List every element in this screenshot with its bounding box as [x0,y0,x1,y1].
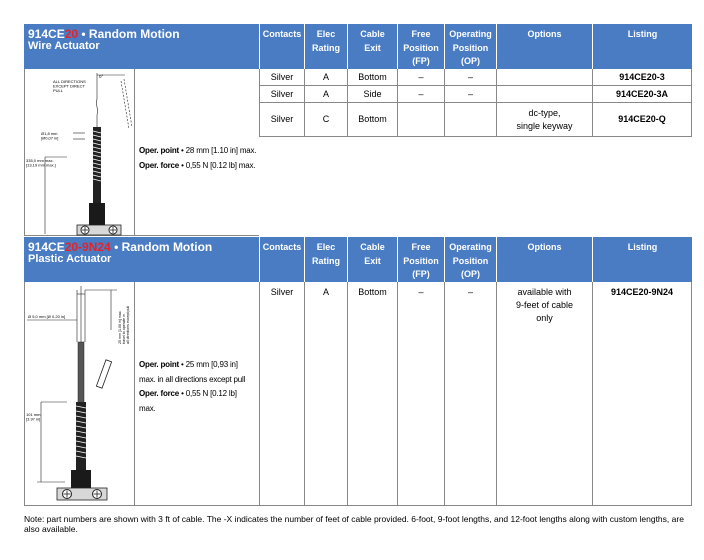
angle-label: 0° [99,74,104,79]
cell-options: dc-type, single keyway [496,103,592,136]
col-header-options: Options [496,24,592,69]
spec-text: Oper. point • 28 mm [1.10 in] max. Oper. force • 0,55 N [0.12 lb] max. [139,146,257,170]
wire-actuator-diagram [25,69,133,236]
section-plastic-actuator [24,237,692,507]
diameter-label: Ø1,8 mm [Ø0,07 in] [41,131,59,141]
height-label: 101 mm [3.97 in] [26,412,41,422]
col-header-elec-rating: Elec Rating [304,24,347,69]
cell-listing: 914CE20-3 [592,69,692,85]
col-header-contacts: Contacts [259,237,304,282]
table-row [259,103,692,137]
cell-free-position: – [397,86,444,102]
cell-contacts: Silver [259,86,304,102]
section-title: 914CE20 • Random Motion Wire Actuator [24,24,258,69]
spec-text: Oper. point • 25 mm [0,93 in] max. in all directions except pull Oper. force • 0,55 N [0.12 lb] max. [139,360,246,413]
col-header-operating-position: Operating Position (OP) [444,237,496,282]
diameter-label: Ø 5,0 mm [Ø 0.20 in] [28,314,66,319]
col-header-elec-rating: Elec Rating [304,237,347,282]
footnote: Note: part numbers are shown with 3 ft of cable. The -X indicates the number of feet of cable provided. 6-foot, 9-foot lengths, and 12-foot lengths along with custom lengths, are also available. [24,514,684,534]
cell-options [496,86,592,102]
plastic-actuator-diagram [25,282,133,506]
col-header-contacts: Contacts [259,24,304,69]
cell-options: available with 9-feet of cable only [496,282,592,505]
cell-cable-exit: Bottom [347,282,397,505]
cell-contacts: Silver [259,282,304,505]
cell-contacts: Silver [259,69,304,85]
cell-operating-position [444,103,496,136]
col-header-free-position: Free Position (FP) [397,237,444,282]
col-header-listing: Listing [592,237,692,282]
col-header-cable-exit: Cable Exit [347,237,397,282]
cell-cable-exit: Side [347,86,397,102]
cell-free-position [397,103,444,136]
cell-operating-position: – [444,86,496,102]
cell-listing: 914CE20-Q [592,103,692,136]
cell-elec-rating: A [304,69,347,85]
table-row [259,69,692,86]
cell-elec-rating: A [304,86,347,102]
col-header-free-position: Free Position (FP) [397,24,444,69]
cell-elec-rating: C [304,103,347,136]
height-label: 335,0 mm max. [13,19 mm max.] [26,158,56,168]
section-subtitle: Plastic Actuator [28,253,112,265]
col-header-cable-exit: Cable Exit [347,24,397,69]
travel-label: 25 mm [1.00 in] max.travel to operate inall directions except pull [118,305,130,344]
col-header-options: Options [496,237,592,282]
section-header [24,24,692,69]
cell-listing: 914CE20-9N24 [592,282,692,505]
cell-elec-rating: A [304,282,347,505]
cell-operating-position: – [444,69,496,85]
section-wire-actuator [24,24,692,236]
cell-free-position: – [397,69,444,85]
section-title: 914CE20-9N24 • Random Motion Plastic Actuator [24,237,258,282]
section-header [24,237,692,282]
cell-free-position: – [397,282,444,505]
cell-cable-exit: Bottom [347,69,397,85]
cell-listing: 914CE20-3A [592,86,692,102]
cell-operating-position: – [444,282,496,505]
cell-cable-exit: Bottom [347,103,397,136]
cell-options [496,69,592,85]
section-subtitle: Wire Actuator [28,40,100,52]
cell-contacts: Silver [259,103,304,136]
directions-label: ALL DIRECTIONS EXCEPT DIRECT PULL [53,79,86,93]
product-image-box [24,69,259,236]
col-header-listing: Listing [592,24,692,69]
col-header-operating-position: Operating Position (OP) [444,24,496,69]
product-image-box [24,282,259,506]
table-row [259,86,692,103]
table-row [259,282,692,506]
